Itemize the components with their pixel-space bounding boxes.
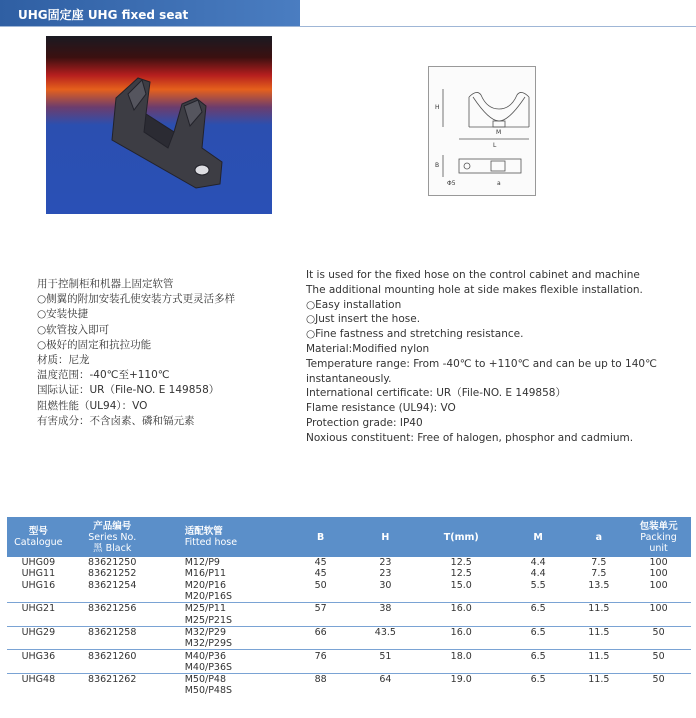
table-cell: 13.5	[572, 580, 627, 591]
table-cell	[7, 685, 70, 696]
table-cell: 100	[626, 603, 691, 615]
table-row	[7, 650, 691, 662]
table-cell: 4.4	[530, 568, 546, 580]
table-cell: UHG09	[7, 557, 70, 568]
en-line: ○Just insert the hose.	[306, 313, 421, 326]
table-cell: M40/P36S	[184, 661, 233, 673]
table-cell: 11.5	[572, 673, 627, 685]
table-cell	[418, 591, 505, 603]
en-line: ○Easy installation	[306, 298, 402, 311]
table-header-row	[7, 517, 691, 557]
table-cell: 7.5	[591, 568, 607, 580]
table-cell: 100	[649, 568, 668, 580]
table-cell	[353, 614, 418, 626]
dim-label-b: B	[435, 162, 440, 169]
table-cell: 38	[353, 603, 418, 615]
table-cell	[572, 614, 627, 626]
table-cell: 7.5	[572, 557, 627, 568]
cn-line: ○极好的固定和抗拉功能	[37, 338, 152, 351]
cn-line: ○安装快捷	[37, 308, 89, 321]
table-cell: 88	[288, 673, 353, 685]
table-cell: 23	[379, 568, 392, 580]
table-cell: 64	[353, 673, 418, 685]
table-cell	[418, 685, 505, 696]
table-cell	[7, 638, 70, 650]
fixed-seat-image	[46, 36, 272, 214]
dim-label-m: M	[496, 129, 502, 136]
table-cell: M12/P9	[155, 557, 289, 568]
table-cell: M20/P16	[155, 580, 289, 591]
table-cell: 6.5	[505, 650, 572, 662]
table-cell	[353, 591, 418, 603]
table-cell: M32/P29S	[184, 638, 233, 650]
table-cell	[288, 685, 353, 696]
table-row	[7, 626, 691, 638]
header-bar	[0, 0, 300, 26]
table-cell	[70, 591, 155, 603]
table-cell	[505, 638, 572, 650]
table-cell: 5.5	[505, 580, 572, 591]
table-row	[7, 591, 691, 603]
table-cell	[572, 591, 627, 603]
table-cell: 11.5	[572, 603, 627, 615]
cn-line: 材质：尼龙	[37, 354, 90, 367]
table-row	[7, 580, 691, 591]
table-cell: 16.0	[418, 626, 505, 638]
en-line: Protection grade: IP40	[306, 416, 423, 429]
table-cell	[353, 638, 418, 650]
table-cell: UHG11	[21, 568, 56, 580]
table-cell: 6.5	[505, 673, 572, 685]
table-cell	[505, 685, 572, 696]
table-cell	[572, 662, 627, 674]
en-line: The additional mounting hole at side makes flexible installation.	[306, 283, 643, 296]
cn-line: 用于控制柜和机器上固定软管	[37, 278, 174, 290]
table-cell: 83621258	[70, 626, 155, 638]
table-cell: M32/P29	[155, 626, 289, 638]
dim-label-phi: Φ5	[447, 180, 456, 187]
table-cell	[288, 662, 353, 674]
table-cell: 50	[626, 650, 691, 662]
table-cell	[626, 638, 691, 650]
table-cell	[70, 685, 155, 696]
table-cell: M25/P11	[155, 603, 289, 615]
table-cell: 66	[288, 626, 353, 638]
table-cell: 50	[626, 626, 691, 638]
table-cell: 76	[288, 650, 353, 662]
table-cell: M25/P21S	[184, 614, 233, 626]
table-cell: M20/P16S	[184, 591, 233, 603]
table-cell: 12.5	[418, 557, 505, 568]
table-cell: 83621256	[70, 603, 155, 615]
table-cell: 18.0	[418, 650, 505, 662]
table-cell	[626, 591, 691, 603]
table-row	[7, 557, 691, 568]
header-t: T(mm)	[418, 517, 505, 557]
technical-drawing	[428, 66, 536, 196]
header-catalogue: 型号 Catalogue	[7, 517, 70, 557]
table-cell: 83621250	[70, 557, 155, 568]
table-cell	[572, 685, 627, 696]
table-cell	[626, 685, 691, 696]
table-cell: 11.5	[572, 650, 627, 662]
table-cell: UHG16	[7, 580, 70, 591]
table-cell	[505, 662, 572, 674]
table-cell	[505, 591, 572, 603]
table-cell	[353, 662, 418, 674]
table-row	[7, 685, 691, 696]
table-cell: 83621262	[70, 673, 155, 685]
en-line: Noxious constituent: Free of halogen, phosphor and cadmium.	[306, 431, 634, 444]
header-divider	[0, 26, 696, 27]
header-b: B	[288, 517, 353, 557]
table-cell: 43.5	[353, 626, 418, 638]
table-cell: 23	[353, 557, 418, 568]
en-line: International certificate: UR（File-NO. E 149858）	[306, 387, 566, 400]
table-cell: 45	[288, 557, 353, 568]
table-cell: 11.5	[572, 626, 627, 638]
cn-line: ○软管按入即可	[37, 323, 110, 336]
header-h: H	[353, 517, 418, 557]
table-cell	[626, 614, 691, 626]
header-m: M	[505, 517, 572, 557]
table-cell: 6.5	[505, 626, 572, 638]
table-cell	[572, 638, 627, 650]
table-cell: 50	[626, 673, 691, 685]
table-cell: 83621254	[70, 580, 155, 591]
table-cell: 12.5	[450, 568, 472, 580]
header-packing: 包装单元 Packing unit	[626, 517, 691, 557]
table-cell: M40/P36	[155, 650, 289, 662]
cn-line: 有害成分：不含卤素、磷和镉元素	[37, 414, 195, 427]
table-cell: 45	[314, 568, 327, 580]
header-series: 产品编号 Series No. 黑 Black	[70, 517, 155, 557]
header-fitted-hose: 适配软管 Fitted hose	[155, 517, 289, 557]
table-cell: 50	[288, 580, 353, 591]
dim-label-h: H	[435, 104, 440, 111]
dim-label-l: L	[493, 142, 497, 149]
en-line: Flame resistance (UL94): VO	[306, 402, 456, 415]
table-cell	[7, 591, 70, 603]
table-cell: 100	[626, 580, 691, 591]
specification-table	[7, 517, 691, 697]
table-cell	[418, 662, 505, 674]
header-a: a	[572, 517, 627, 557]
table-row	[7, 662, 691, 674]
cn-line: 阻燃性能（UL94）：VO	[37, 399, 148, 412]
table-cell: M16/P11	[184, 568, 227, 580]
cn-line: ○侧翼的附加安装孔使安装方式更灵活多样	[37, 293, 236, 306]
table-cell: 6.5	[505, 603, 572, 615]
table-row	[7, 673, 691, 685]
table-cell: 16.0	[418, 603, 505, 615]
table-cell	[7, 614, 70, 626]
table-cell	[353, 685, 418, 696]
product-photo	[46, 36, 272, 214]
table-cell: UHG29	[7, 626, 70, 638]
cn-line: 国际认证：UR（File-NO. E 149858）	[37, 384, 220, 397]
en-line: ○Fine fastness and stretching resistance.	[306, 328, 524, 341]
table-row	[7, 614, 691, 626]
description-english	[306, 268, 666, 446]
page-title: UHG固定座 UHG fixed seat	[18, 8, 189, 22]
table-cell: M50/P48	[155, 673, 289, 685]
table-cell: 100	[626, 557, 691, 568]
table-cell: 30	[353, 580, 418, 591]
en-line: Material:Modified nylon	[306, 342, 430, 355]
en-line: Temperature range: From -40℃ to +110℃ and can be up to 140℃ instantaneously.	[306, 357, 657, 385]
table-cell: UHG36	[7, 650, 70, 662]
table-cell: 15.0	[418, 580, 505, 591]
table-cell: UHG21	[7, 603, 70, 615]
table-cell	[288, 638, 353, 650]
description-chinese	[37, 277, 235, 429]
cn-line: 温度范围：-40℃至+110℃	[37, 369, 170, 382]
table-cell	[626, 662, 691, 674]
table-cell	[70, 662, 155, 674]
table-cell: 83621252	[88, 568, 137, 580]
table-cell: 4.4	[505, 557, 572, 568]
table-cell	[70, 614, 155, 626]
table-cell	[7, 662, 70, 674]
table-cell: 57	[288, 603, 353, 615]
table-row	[7, 638, 691, 650]
table-cell	[288, 614, 353, 626]
table-cell	[505, 614, 572, 626]
dim-label-a: a	[497, 180, 501, 187]
dimension-drawing	[429, 67, 535, 195]
table-cell: UHG48	[7, 673, 70, 685]
table-cell: 19.0	[418, 673, 505, 685]
table-row	[7, 603, 691, 615]
table-cell	[288, 591, 353, 603]
table-cell	[70, 638, 155, 650]
table-cell: 83621260	[70, 650, 155, 662]
table-cell	[418, 638, 505, 650]
table-row	[7, 568, 691, 579]
en-line: It is used for the fixed hose on the control cabinet and machine	[306, 269, 640, 281]
table-cell	[418, 614, 505, 626]
table-cell: M50/P48S	[184, 685, 233, 697]
table-cell: 51	[353, 650, 418, 662]
